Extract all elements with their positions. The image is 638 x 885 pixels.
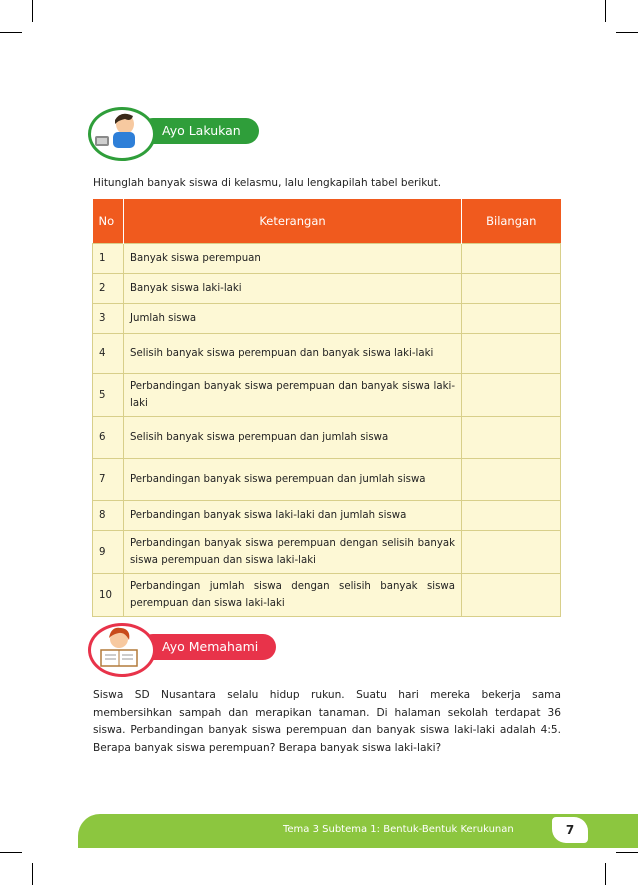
crop-mark (0, 852, 22, 853)
table-row (93, 374, 561, 417)
row-number: 10 (93, 574, 124, 617)
row-description: Selisih banyak siswa perempuan dan jumlah siswa (124, 417, 462, 459)
row-number: 2 (93, 274, 124, 304)
table-row (93, 244, 561, 274)
answer-cell[interactable] (462, 574, 561, 617)
row-number: 1 (93, 244, 124, 274)
ayo-lakukan-badge (88, 107, 268, 157)
crop-mark (616, 852, 638, 853)
answer-cell[interactable] (462, 417, 561, 459)
table-row (93, 459, 561, 501)
ayo-memahami-badge (88, 623, 288, 673)
answer-cell[interactable] (462, 531, 561, 574)
row-description: Perbandingan jumlah siswa dengan selisih banyak siswa perempuan dan siswa laki-laki (124, 574, 462, 617)
row-description: Perbandingan banyak siswa perempuan dan jumlah siswa (124, 459, 462, 501)
row-description: Perbandingan banyak siswa perempuan dan banyak siswa laki-laki (124, 374, 462, 417)
table-row (93, 274, 561, 304)
badge-label: Ayo Lakukan (140, 118, 259, 144)
student-count-table (92, 199, 561, 617)
row-description: Banyak siswa perempuan (124, 244, 462, 274)
table-row (93, 574, 561, 617)
row-description: Perbandingan banyak siswa perempuan dengan selisih banyak siswa perempuan dan siswa laki-laki (124, 531, 462, 574)
header-keterangan: Keterangan (124, 199, 462, 244)
header-no: No (93, 199, 124, 244)
row-description: Selisih banyak siswa perempuan dan banyak siswa laki-laki (124, 334, 462, 374)
row-description: Jumlah siswa (124, 304, 462, 334)
answer-cell[interactable] (462, 304, 561, 334)
crop-mark (605, 0, 606, 22)
row-number: 9 (93, 531, 124, 574)
crop-mark (616, 32, 638, 33)
answer-cell[interactable] (462, 501, 561, 531)
answer-cell[interactable] (462, 374, 561, 417)
answer-cell[interactable] (462, 244, 561, 274)
table-row (93, 501, 561, 531)
word-problem-paragraph: Siswa SD Nusantara selalu hidup rukun. Suatu hari mereka bekerja sama membersihkan sampah dan merapikan tanaman. Di halaman sekolah terdapat 36 siswa. Perbandingan banyak siswa perempuan dan banyak siswa laki-laki adalah 4:5. Berapa banyak siswa perempuan? Berapa banyak siswa laki-laki? (93, 689, 561, 754)
row-number: 3 (93, 304, 124, 334)
instruction-text: Hitunglah banyak siswa di kelasmu, lalu lengkapilah tabel berikut. (93, 177, 442, 189)
row-description: Banyak siswa laki-laki (124, 274, 462, 304)
row-number: 4 (93, 334, 124, 374)
footer-theme-text: Tema 3 Subtema 1: Bentuk-Bentuk Kerukunan (283, 824, 514, 835)
crop-mark (32, 863, 33, 885)
row-number: 8 (93, 501, 124, 531)
crop-mark (32, 0, 33, 22)
child-illustration-icon (88, 107, 156, 161)
row-number: 5 (93, 374, 124, 417)
row-description: Perbandingan banyak siswa laki-laki dan jumlah siswa (124, 501, 462, 531)
answer-cell[interactable] (462, 334, 561, 374)
crop-mark (0, 32, 22, 33)
answer-cell[interactable] (462, 274, 561, 304)
table-header-row (93, 199, 561, 244)
header-bilangan: Bilangan (462, 199, 561, 244)
page-number: 7 (552, 817, 588, 843)
row-number: 6 (93, 417, 124, 459)
table-row (93, 417, 561, 459)
table-row (93, 304, 561, 334)
crop-mark (605, 863, 606, 885)
table-row (93, 531, 561, 574)
badge-label: Ayo Memahami (140, 634, 276, 660)
table-row (93, 334, 561, 374)
row-number: 7 (93, 459, 124, 501)
reading-child-illustration-icon (88, 623, 156, 677)
answer-cell[interactable] (462, 459, 561, 501)
